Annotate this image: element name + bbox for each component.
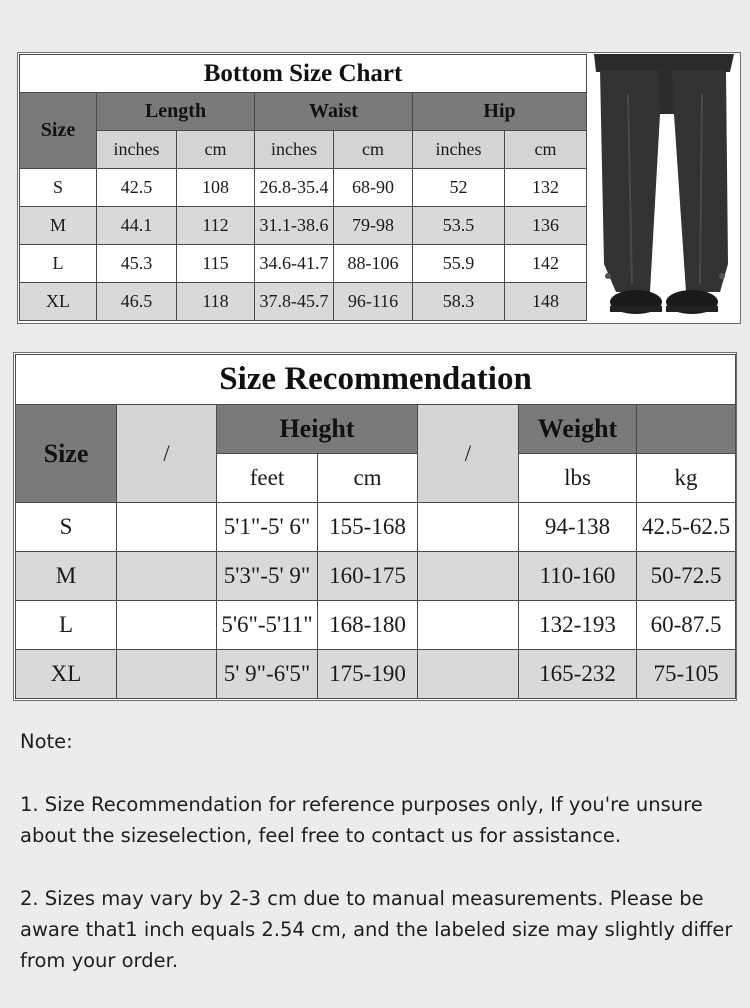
table-cell: M — [20, 207, 97, 245]
table-cell: 31.1-38.6 — [255, 207, 334, 245]
unit-cell: cm — [505, 131, 587, 169]
table-cell: 46.5 — [97, 283, 177, 321]
table-row — [16, 503, 736, 552]
table-cell: 168-180 — [318, 601, 418, 650]
weight-header: Weight — [519, 405, 637, 454]
table-cell: 115 — [177, 245, 255, 283]
blank-column-header: / — [418, 405, 519, 503]
table-cell: S — [20, 169, 97, 207]
table-cell: 34.6-41.7 — [255, 245, 334, 283]
table-cell: 96-116 — [334, 283, 413, 321]
table-cell: 112 — [177, 207, 255, 245]
table-row — [20, 207, 587, 245]
table-cell — [117, 650, 217, 699]
table-cell: 44.1 — [97, 207, 177, 245]
pants-photo — [588, 54, 740, 322]
table-cell: 50-72.5 — [637, 552, 736, 601]
table-cell: 132-193 — [519, 601, 637, 650]
length-header: Length — [97, 93, 255, 131]
table-cell: 132 — [505, 169, 587, 207]
table-cell — [117, 503, 217, 552]
table-cell: 155-168 — [318, 503, 418, 552]
table-row — [16, 650, 736, 699]
unit-cell: cm — [177, 131, 255, 169]
bottom-chart-title: Bottom Size Chart — [20, 55, 587, 93]
table-cell: 175-190 — [318, 650, 418, 699]
table-cell: 68-90 — [334, 169, 413, 207]
table-cell — [418, 650, 519, 699]
table-cell: 58.3 — [413, 283, 505, 321]
table-cell: 5'1"-5' 6" — [217, 503, 318, 552]
table-cell: 5'6"-5'11" — [217, 601, 318, 650]
size-recommendation-table — [15, 354, 736, 699]
recommendation-title: Size Recommendation — [16, 355, 736, 405]
table-cell — [418, 601, 519, 650]
table-cell: 136 — [505, 207, 587, 245]
size-recommendation-chart — [13, 352, 737, 701]
table-cell: 142 — [505, 245, 587, 283]
unit-cell: cm — [334, 131, 413, 169]
bottom-size-table — [19, 54, 587, 321]
table-cell — [418, 503, 519, 552]
unit-cell: feet — [217, 454, 318, 503]
table-cell: XL — [20, 283, 97, 321]
table-cell: 45.3 — [97, 245, 177, 283]
notes-section — [20, 726, 740, 1008]
height-header: Height — [217, 405, 418, 454]
table-cell: S — [16, 503, 117, 552]
note-item-1: 1. Size Recommendation for reference purposes only, If you're unsure about the sizeselection, feel free to contact us for assistance. — [20, 793, 703, 847]
notes-heading: Note: — [20, 730, 73, 753]
table-cell: 55.9 — [413, 245, 505, 283]
table-cell — [117, 552, 217, 601]
table-cell: 75-105 — [637, 650, 736, 699]
unit-cell: inches — [97, 131, 177, 169]
note-item-2: 2. Sizes may vary by 2-3 cm due to manual measurements. Please be aware that1 inch equals 2.54 cm, and the labeled size may slightly differ from your order. — [20, 887, 733, 972]
table-cell: 110-160 — [519, 552, 637, 601]
blank-column-header: / — [117, 405, 217, 503]
table-cell: 94-138 — [519, 503, 637, 552]
table-cell: 88-106 — [334, 245, 413, 283]
table-cell: 42.5 — [97, 169, 177, 207]
table-cell: 37.8-45.7 — [255, 283, 334, 321]
table-cell — [117, 601, 217, 650]
table-row — [16, 552, 736, 601]
table-row — [20, 169, 587, 207]
table-cell: 5' 9"-6'5" — [217, 650, 318, 699]
table-cell: 60-87.5 — [637, 601, 736, 650]
table-cell: XL — [16, 650, 117, 699]
weight-header-extension — [637, 405, 736, 454]
size-header: Size — [16, 405, 117, 503]
table-cell — [418, 552, 519, 601]
table-cell: 108 — [177, 169, 255, 207]
waist-header: Waist — [255, 93, 413, 131]
table-cell: 42.5-62.5 — [637, 503, 736, 552]
size-header: Size — [20, 93, 97, 169]
table-cell: 79-98 — [334, 207, 413, 245]
unit-cell: inches — [255, 131, 334, 169]
table-cell: 26.8-35.4 — [255, 169, 334, 207]
pants-photo-icon — [588, 54, 740, 322]
unit-cell: lbs — [519, 454, 637, 503]
unit-cell: kg — [637, 454, 736, 503]
table-cell: 118 — [177, 283, 255, 321]
bottom-size-chart — [17, 52, 741, 324]
table-cell: L — [16, 601, 117, 650]
table-cell: M — [16, 552, 117, 601]
table-cell: 160-175 — [318, 552, 418, 601]
table-cell: 148 — [505, 283, 587, 321]
unit-cell: inches — [413, 131, 505, 169]
table-cell: 52 — [413, 169, 505, 207]
table-row — [16, 601, 736, 650]
table-cell: 5'3"-5' 9" — [217, 552, 318, 601]
hip-header: Hip — [413, 93, 587, 131]
table-cell: 165-232 — [519, 650, 637, 699]
table-cell: L — [20, 245, 97, 283]
unit-cell: cm — [318, 454, 418, 503]
table-row — [20, 283, 587, 321]
table-row — [20, 245, 587, 283]
table-cell: 53.5 — [413, 207, 505, 245]
